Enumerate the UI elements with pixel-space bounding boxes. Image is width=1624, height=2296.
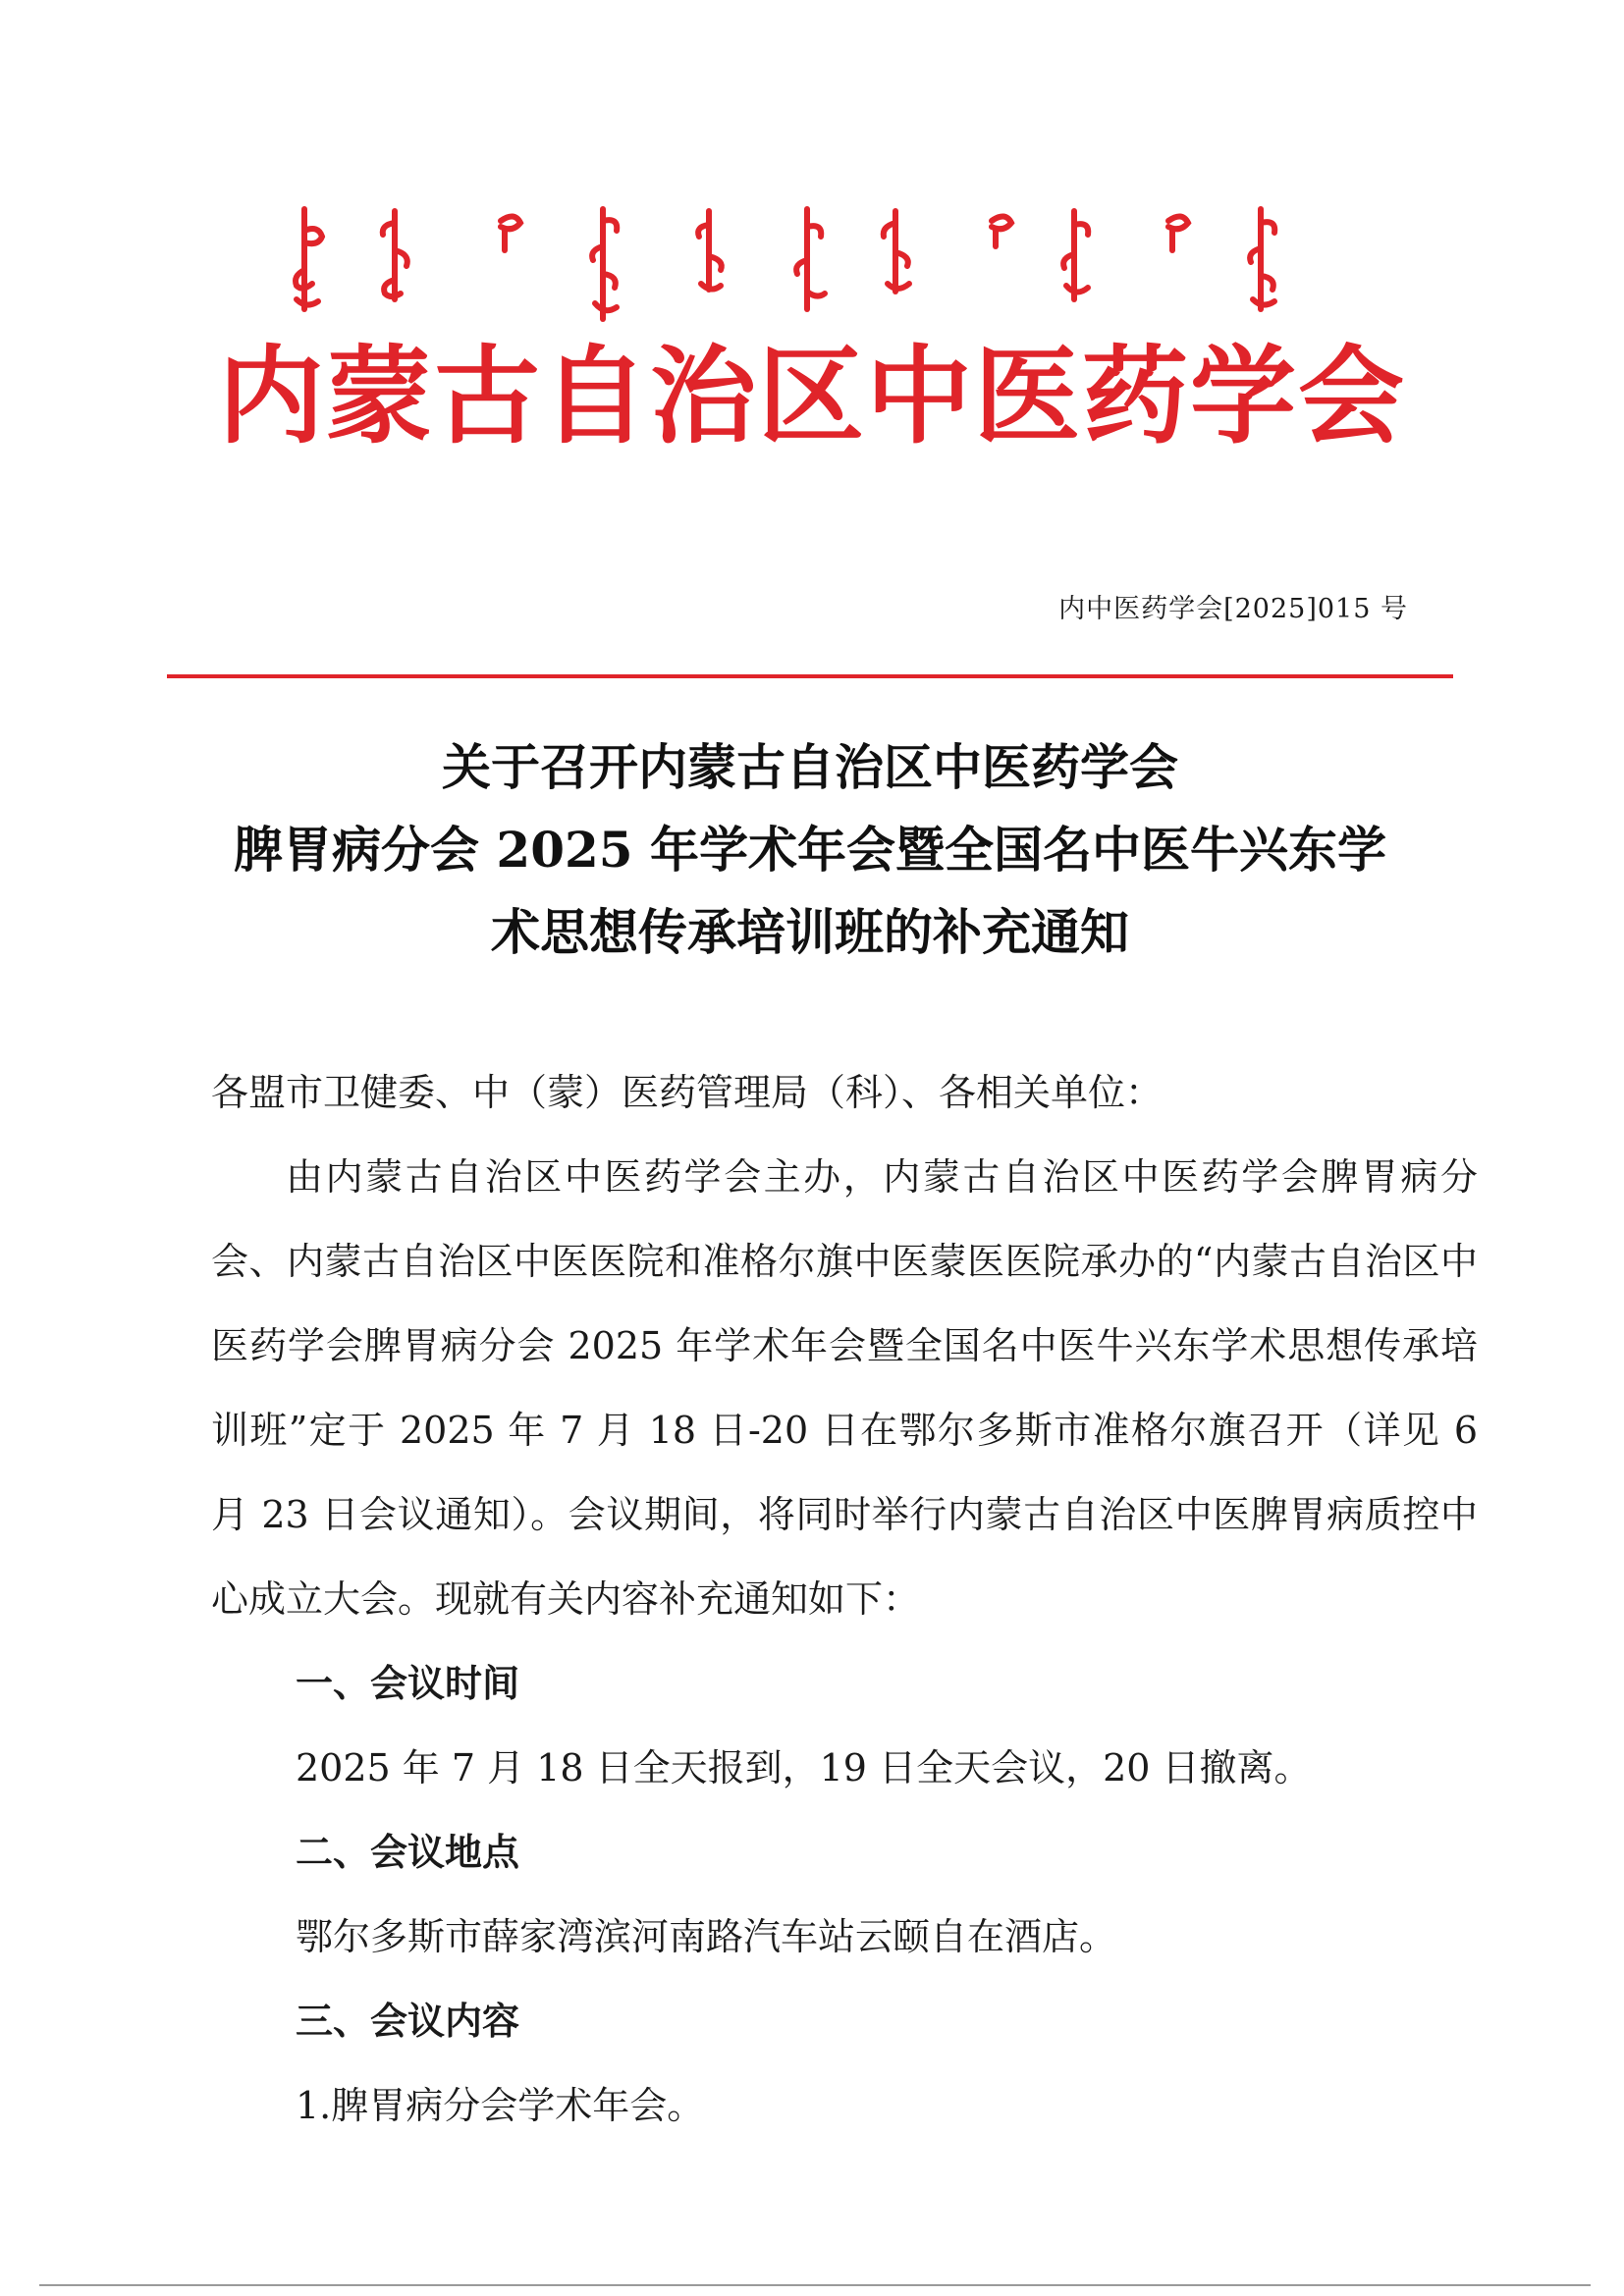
intro-paragraph: 由内蒙古自治区中医药学会主办，内蒙古自治区中医药学会脾胃病分会、内蒙古自治区中医医院和准格尔旗中医蒙医医院承办的“内蒙古自治区中医药学会脾胃病分会 2025 年学术年会暨全国名中医牛兴东学术思想传承培训班”定于 2025 年 7 月 18 日-20 日在鄂尔多斯市准格尔旗召开（详见 6 月 23 日会议通知）。会议期间，将同时举行内蒙古自治区中医脾胃病质控中心成立大会。现就有关内容补充通知如下： [211,1155,1478,1621]
section-text-time: 2025 年 7 月 18 日全天报到，19 日全天会议，20 日撤离。 [296,1746,1312,1789]
section-text-location: 鄂尔多斯市薛家湾滨河南路汽车站云颐自在酒店。 [296,1915,1117,1958]
section-heading-content: 三、会议内容 [296,2000,520,2043]
notice-title-line-1: 关于召开内蒙古自治区中医药学会 [442,738,1178,796]
notice-body [211,1050,1478,2148]
page-bottom-edge [39,2284,1591,2286]
section-text-content: 1.脾胃病分会学术年会。 [296,2084,705,2127]
section-heading-location: 二、会议地点 [296,1831,520,1874]
organization-name: 内蒙古自治区中医药学会 [217,336,1406,458]
notice-title-line-3: 术思想传承培训班的补充通知 [491,903,1129,961]
document-number: 内中医药学会[2025]015 号 [1058,594,1408,624]
header-divider [167,674,1453,678]
mongolian-script-logo [275,201,1355,329]
notice-title-line-2: 脾胃病分会 2025 年学术年会暨全国名中医牛兴东学 [234,821,1386,879]
notice-title [167,726,1453,974]
salutation: 各盟市卫健委、中（蒙）医药管理局（科）、各相关单位： [211,1071,1164,1114]
section-heading-time: 一、会议时间 [296,1662,520,1705]
